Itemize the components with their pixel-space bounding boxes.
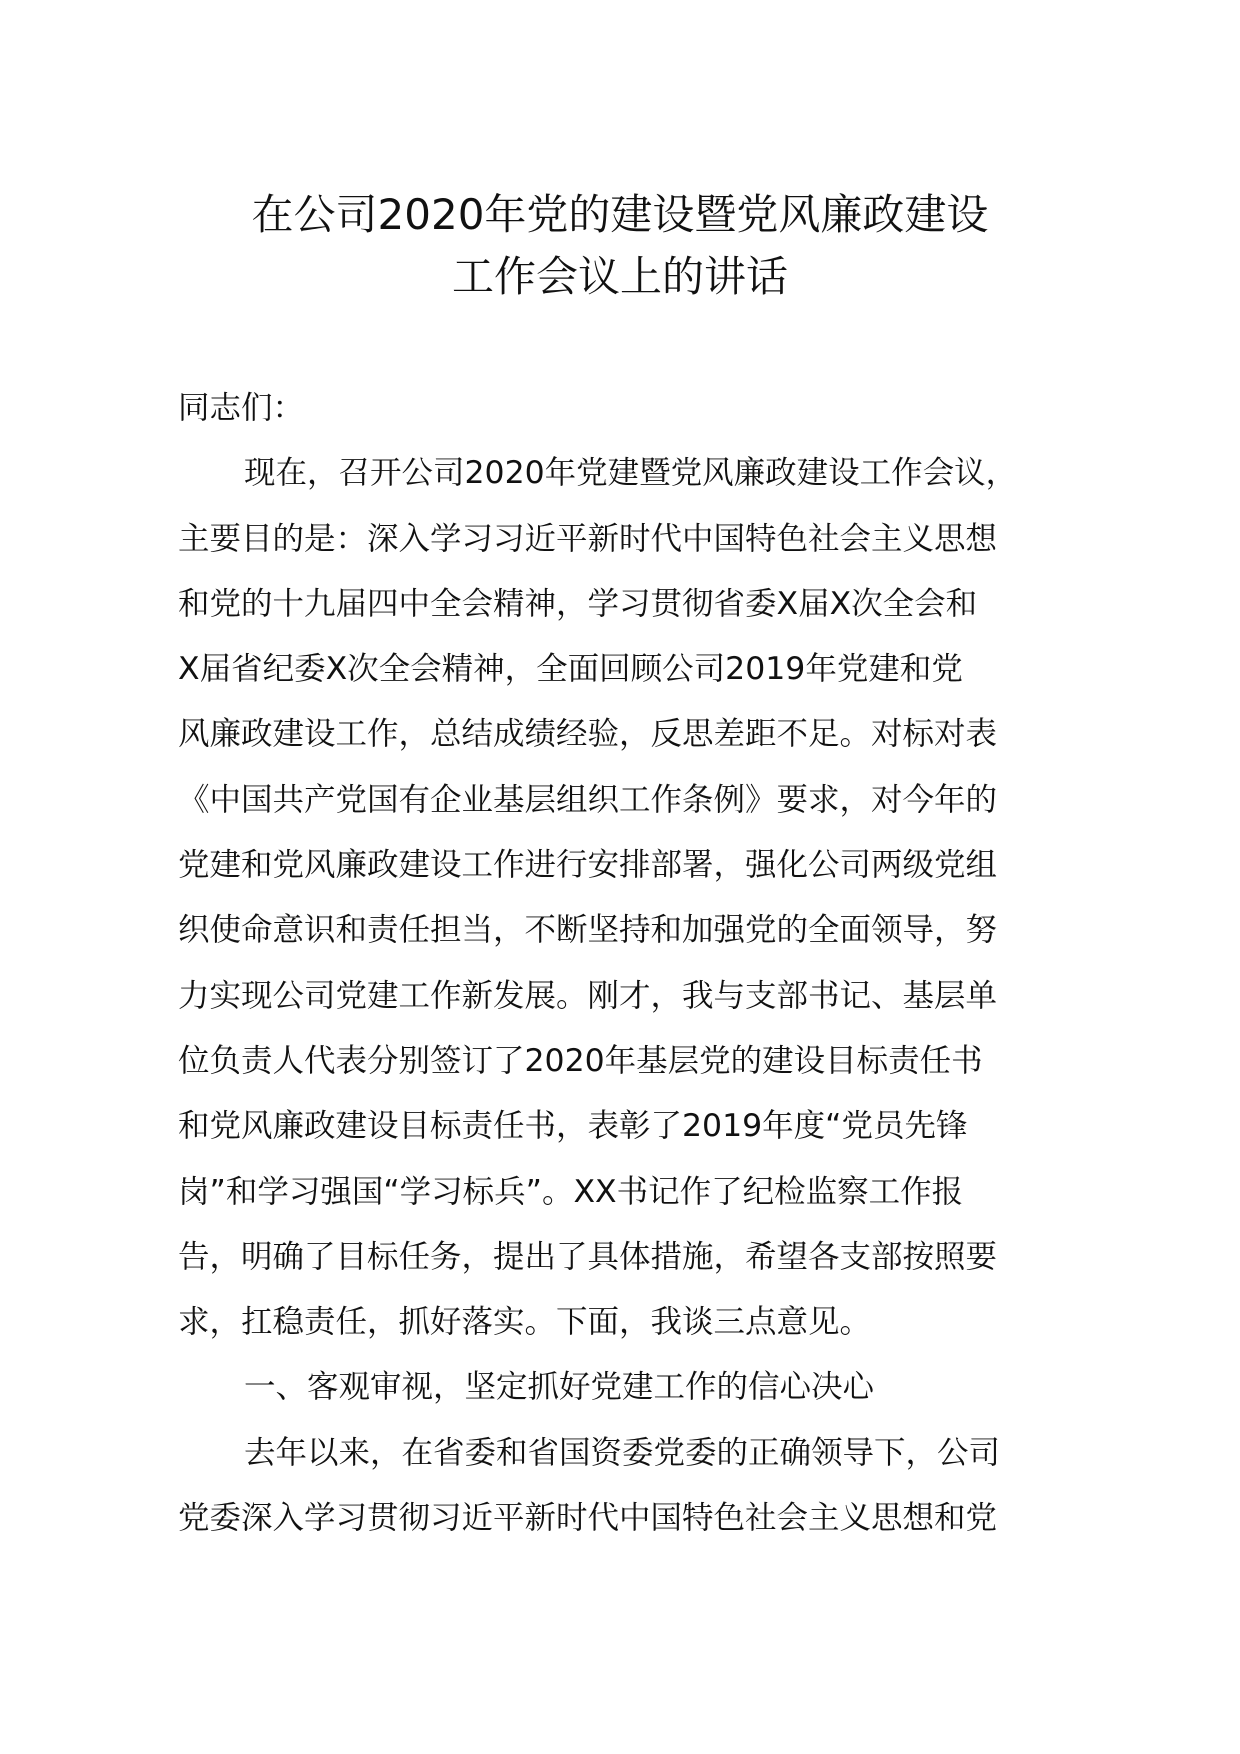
text-line: 和党风廉政建设目标责任书，表彰了2019年度“党员先锋 xyxy=(178,1108,968,1145)
text-line: 《中国共产党国有企业基层组织工作条例》要求，对今年的 xyxy=(178,781,998,818)
text-line: 求，扛稳责任，抓好落实。下面，我谈三点意见。 xyxy=(178,1304,872,1341)
text-line: X届省纪委X次全会精神，全面回顾公司2019年党建和党 xyxy=(178,651,963,688)
text-line: 党建和党风廉政建设工作进行安排部署，强化公司两级党组 xyxy=(178,847,998,884)
text-line: 党委深入学习贯彻习近平新时代中国特色社会主义思想和党 xyxy=(178,1500,998,1537)
paragraph-1 xyxy=(178,441,1098,1355)
text-line: 织使命意识和责任担当，不断坚持和加强党的全面领导，努 xyxy=(178,912,998,949)
text-line: 现在，召开公司2020年党建暨党风廉政建设工作会议， xyxy=(244,455,1018,492)
title-line-2: 工作会议上的讲话 xyxy=(451,252,788,301)
title-line-1: 在公司2020年党的建设暨党风廉政建设 xyxy=(251,190,989,239)
salutation: 同志们： xyxy=(178,390,305,426)
text-line: 去年以来，在省委和省国资委党委的正确领导下，公司 xyxy=(244,1434,1001,1471)
text-line: 力实现公司党建工作新发展。刚才，我与支部书记、基层单 xyxy=(178,977,998,1014)
text-line: 和党的十九届四中全会精神，学习贯彻省委X届X次全会和 xyxy=(178,585,978,622)
text-line: 位负责人代表分别签订了2020年基层党的建设目标责任书 xyxy=(178,1042,983,1079)
text-line: 风廉政建设工作，总结成绩经验，反思差距不足。对标对表 xyxy=(178,716,998,753)
document-body xyxy=(178,376,1098,1551)
paragraph-2 xyxy=(178,1421,1098,1552)
text-line: 告，明确了目标任务，提出了具体措施，希望各支部按照要 xyxy=(178,1238,998,1275)
document-title xyxy=(0,184,1240,308)
text-line: 主要目的是：深入学习习近平新时代中国特色社会主义思想 xyxy=(178,520,998,557)
text-line: 岗”和学习强国“学习标兵”。XX书记作了纪检监察工作报 xyxy=(178,1173,964,1210)
section-heading-1: 一、客观审视，坚定抓好党建工作的信心决心 xyxy=(244,1369,875,1406)
